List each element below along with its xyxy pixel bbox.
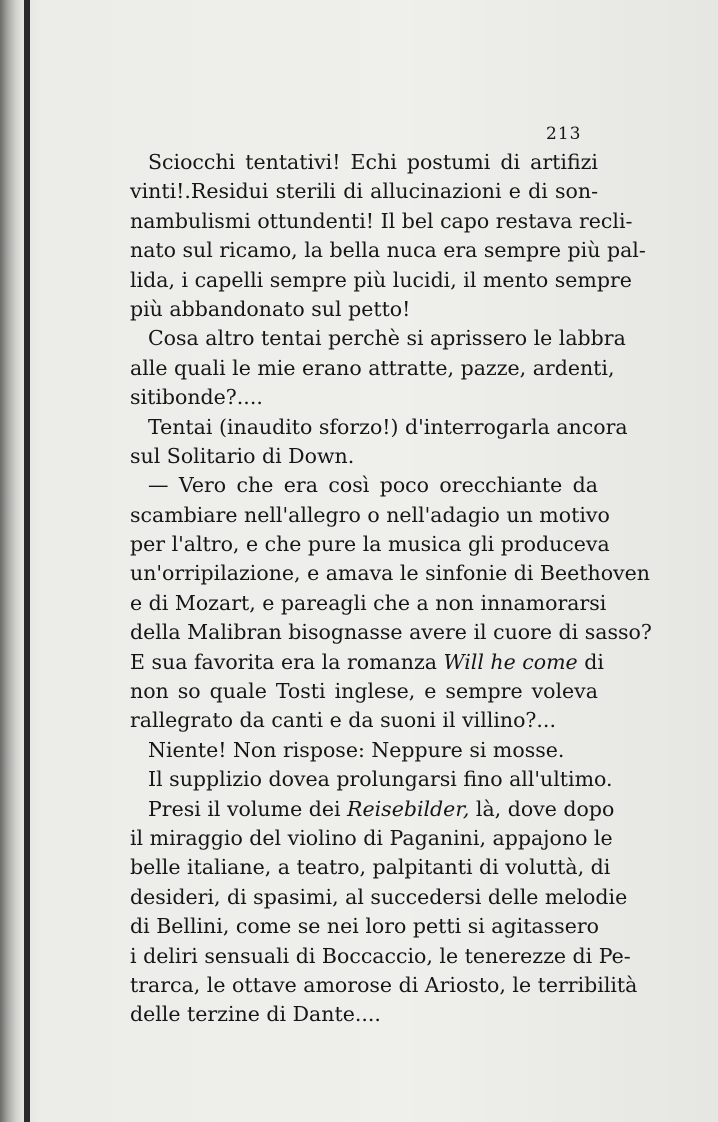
italic-title: Reisebilder, [347,796,470,821]
text-line: desideri, di spasimi, al succedersi delle melodie [130,884,628,909]
text-line: scambiare nell'allegro o nell'adagio un motivo [130,502,610,527]
text-line: Presi il volume dei Reisebilder, là, dove dopo [148,796,615,821]
text-line: Tentai (inaudito sforzo!) d'interrogarla ancora [148,414,628,439]
text-line: rallegrato da canti e da suoni il villino?... [130,708,556,733]
text-line: Il supplizio dovea prolungarsi fino all'ultimo. [148,767,613,792]
binding-edge [24,0,30,1122]
text-line: nato sul ricamo, la bella nuca era sempre più pal- [130,238,646,263]
text-line: vinti!.Residui sterili di allucinazioni e di son- [130,179,598,204]
text-line: Niente! Non rispose: Neppure si mosse. [148,737,565,762]
italic-title: Will he come [443,649,578,674]
text-line: alle quali le mie erano attratte, pazze, ardenti, [130,355,615,380]
text-line: più abbandonato sul petto! [130,296,411,321]
text-line: di Bellini, come se nei loro petti si agitassero [130,914,599,939]
text-line: Cosa altro tentai perchè si aprissero le labbra [148,326,626,351]
text-line: il miraggio del violino di Paganini, appajono le [130,825,613,850]
text-line: non so quale Tosti inglese, e sempre voleva [130,679,598,704]
text-line: delle terzine di Dante.... [130,1002,381,1027]
text-line: — Vero che era così poco orecchiante da [148,473,598,498]
text-line: della Malibran bisognasse avere il cuore di sasso? [130,620,652,645]
text-line: lida, i capelli sempre più lucidi, il mento sempre [130,267,632,292]
text-line: un'orripilazione, e amava le sinfonie di Beethoven [130,561,650,586]
text-line: Sciocchi tentativi! Echi postumi di artifizi [148,150,598,174]
page-number: 213 [546,124,582,144]
text-line: per l'altro, e che pure la musica gli produceva [130,532,610,557]
text-line: e di Mozart, e pareagli che a non innamorarsi [130,590,607,615]
text-line: nambulismi ottundenti! Il bel capo restava recli- [130,208,633,233]
text-line: i deliri sensuali di Boccaccio, le tenerezze di Pe- [130,943,631,968]
text-line: sitibonde?.... [130,385,263,410]
text-line: sul Solitario di Down. [130,443,355,468]
text-line: belle italiane, a teatro, palpitanti di voluttà, di [130,855,611,880]
text-line: trarca, le ottave amorose di Ariosto, le terribilità [130,972,638,997]
body-text [130,148,652,1030]
text-line: E sua favorita era la romanza Will he come di [130,649,604,674]
binding-shadow [0,0,22,1122]
